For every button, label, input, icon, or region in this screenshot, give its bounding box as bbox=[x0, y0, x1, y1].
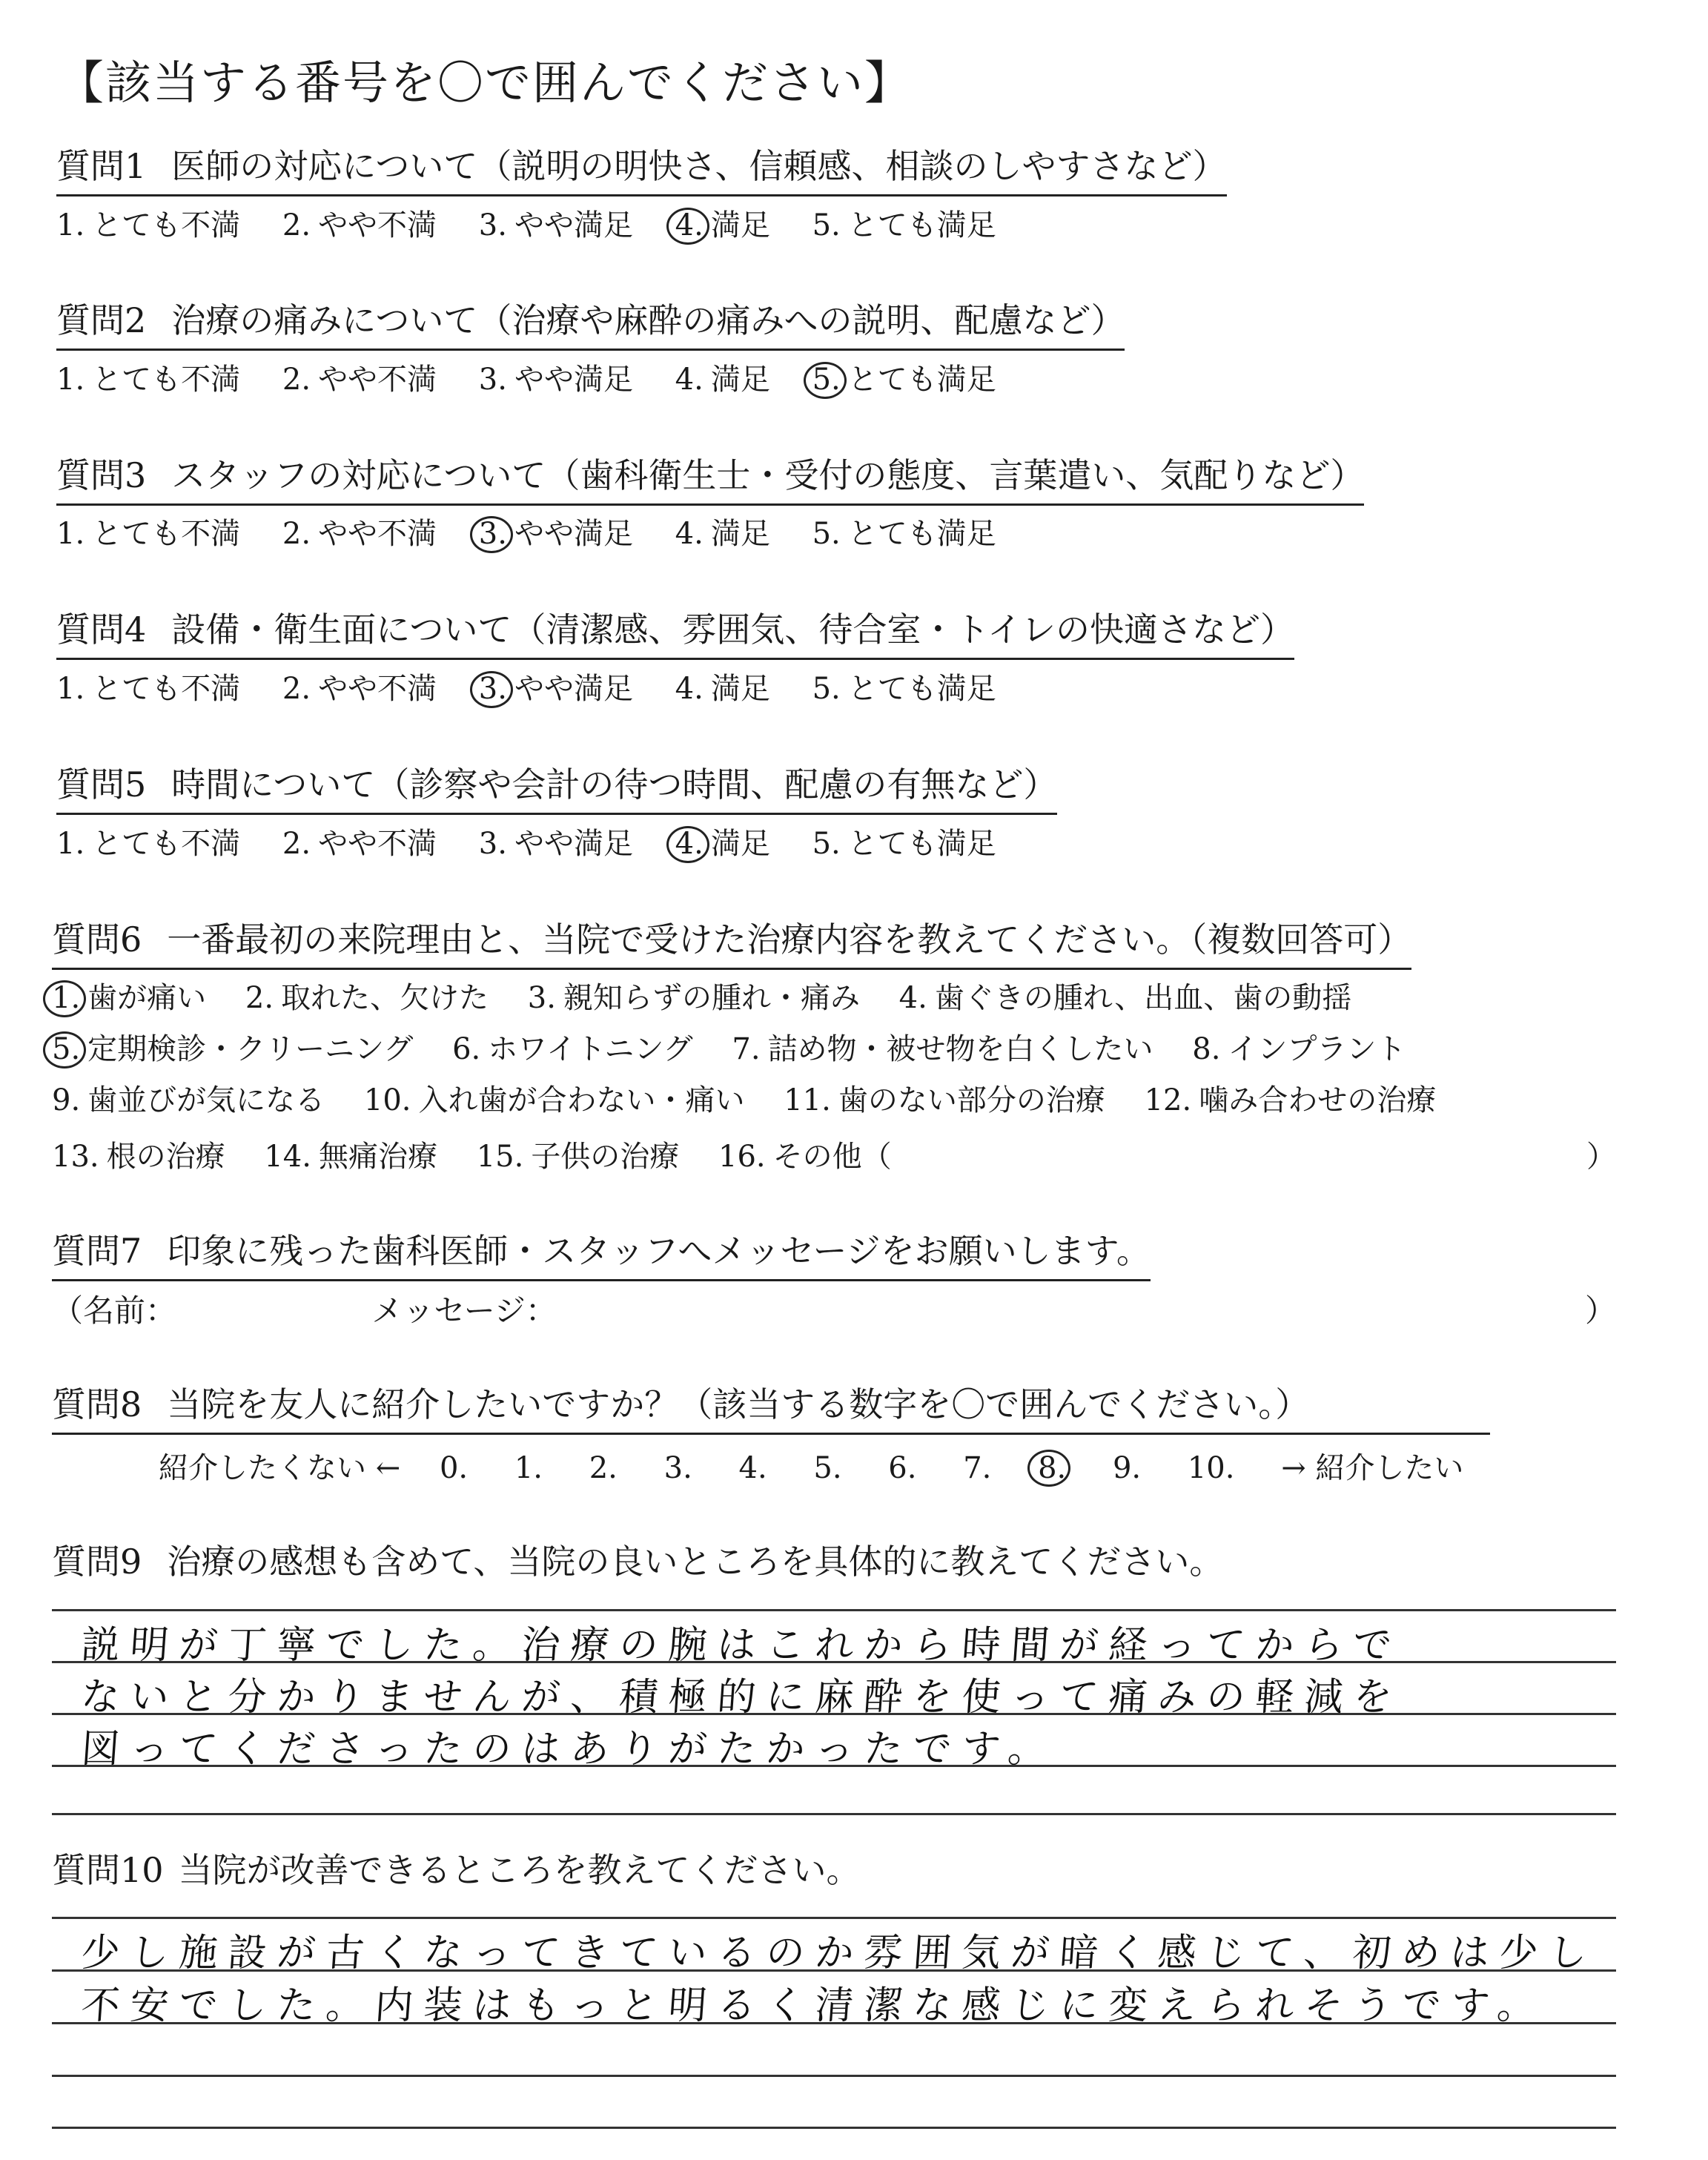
answer-line bbox=[52, 1765, 1616, 1767]
question-8-title bbox=[52, 1384, 1490, 1435]
question-3-title bbox=[56, 455, 1364, 506]
scale-point-9[interactable]: 9. bbox=[1112, 1451, 1142, 1485]
scale-point-6[interactable]: 6. bbox=[888, 1451, 917, 1485]
option-1[interactable]: 1. とても不満 bbox=[56, 827, 241, 861]
option-4[interactable]: 4. 満足 bbox=[675, 363, 770, 397]
scale-point-3[interactable]: 3. bbox=[663, 1451, 692, 1485]
question-text: 治療の痛みについて（治療や麻酔の痛みへの説明、配慮など） bbox=[171, 300, 1125, 340]
scale-point-1[interactable]: 1. bbox=[514, 1451, 543, 1485]
option-5-selected[interactable]: 5. とても満足 bbox=[812, 360, 996, 399]
option-10[interactable]: 10. 入れ歯が合わない・痛い bbox=[363, 1083, 745, 1117]
question-number: 質問5 bbox=[56, 764, 147, 805]
question-10-title bbox=[52, 1849, 861, 1898]
option-13[interactable]: 13. 根の治療 bbox=[52, 1140, 225, 1174]
option-3[interactable]: 3. やや満足 bbox=[478, 827, 633, 861]
question-number: 質問9 bbox=[52, 1542, 142, 1582]
option-15[interactable]: 15. 子供の治療 bbox=[476, 1140, 680, 1174]
option-3[interactable]: 3. やや満足 bbox=[478, 208, 633, 242]
scale-point-5[interactable]: 5. bbox=[813, 1451, 842, 1485]
question-7-title bbox=[52, 1230, 1151, 1281]
question-1-options bbox=[56, 206, 1029, 245]
handwritten-answer-line-2: 不安でした。内装はもっと明るく清潔な感じに変えられそうです。 bbox=[79, 1984, 1548, 2028]
answer-line bbox=[52, 1969, 1616, 1972]
option-1[interactable]: 1. とても不満 bbox=[56, 672, 241, 706]
handwritten-answer-line-3: 図ってくださったのはありがたかったです。 bbox=[79, 1727, 1059, 1771]
option-4-selected[interactable]: 4. 満足 bbox=[675, 206, 770, 245]
question-4-options bbox=[56, 670, 1029, 708]
option-5[interactable]: 5. とても満足 bbox=[812, 827, 996, 861]
scale-point-10[interactable]: 10. bbox=[1187, 1451, 1235, 1485]
option-5-selected[interactable]: 5. 定期検診・クリーニング bbox=[52, 1030, 413, 1069]
answer-line bbox=[52, 1713, 1616, 1715]
option-5[interactable]: 5. とても満足 bbox=[812, 517, 996, 551]
answer-line bbox=[52, 1917, 1616, 1919]
answer-line bbox=[52, 1609, 1616, 1611]
selection-circle bbox=[470, 516, 513, 553]
option-2[interactable]: 2. やや不満 bbox=[282, 208, 437, 242]
question-3-options bbox=[56, 515, 1029, 553]
scale-low-label: 紹介したくない ← bbox=[159, 1451, 401, 1485]
question-number: 質問1 bbox=[56, 146, 147, 186]
page-heading: 【該当する番号を〇で囲んでください】 bbox=[58, 56, 913, 110]
scale-high-label: → 紹介したい bbox=[1281, 1451, 1464, 1485]
option-2[interactable]: 2. 取れた、欠けた bbox=[245, 981, 489, 1015]
option-2[interactable]: 2. やや不満 bbox=[282, 363, 437, 397]
question-2-title bbox=[56, 300, 1125, 351]
option-14[interactable]: 14. 無痛治療 bbox=[264, 1140, 437, 1174]
selection-circle bbox=[666, 826, 709, 863]
question-number: 質問6 bbox=[52, 919, 142, 960]
option-6[interactable]: 6. ホワイトニング bbox=[452, 1032, 693, 1066]
question-4-title bbox=[56, 609, 1294, 660]
question-5-options bbox=[56, 825, 1029, 863]
option-1[interactable]: 1. とても不満 bbox=[56, 517, 241, 551]
answer-line bbox=[52, 2075, 1616, 2077]
selection-circle bbox=[43, 980, 86, 1017]
option-4[interactable]: 4. 満足 bbox=[675, 517, 770, 551]
scale-point-8-selected[interactable]: 8. bbox=[1038, 1451, 1066, 1485]
answer-line bbox=[52, 1813, 1616, 1815]
question-text: 当院を友人に紹介したいですか？（該当する数字を〇で囲んでください。） bbox=[167, 1384, 1310, 1424]
question-text: 設備・衛生面について（清潔感、雰囲気、待合室・トイレの快適さなど） bbox=[171, 610, 1295, 650]
option-3-selected[interactable]: 3. やや満足 bbox=[479, 670, 633, 708]
question-number: 質問10 bbox=[52, 1850, 164, 1890]
option-3-selected[interactable]: 3. やや満足 bbox=[479, 515, 633, 553]
answer-line bbox=[52, 1661, 1616, 1663]
handwritten-answer-line-1: 少し施設が古くなってきているのか雰囲気が暗く感じて、初めは少し bbox=[79, 1931, 1599, 1975]
scale-point-7[interactable]: 7. bbox=[963, 1451, 992, 1485]
option-4[interactable]: 4. 満足 bbox=[675, 672, 770, 706]
handwritten-answer-line-2: ないと分かりませんが、積極的に麻酔を使って痛みの軽減を bbox=[79, 1675, 1404, 1720]
question-6-options-row-2 bbox=[52, 1030, 1435, 1069]
question-text: 治療の感想も含めて、当院の良いところを具体的に教えてください。 bbox=[167, 1542, 1224, 1582]
option-9[interactable]: 9. 歯並びが気になる bbox=[52, 1083, 325, 1117]
question-6-options-row-3 bbox=[52, 1081, 1466, 1120]
option-16-other[interactable]: 16. その他（ bbox=[718, 1140, 892, 1174]
question-2-options bbox=[56, 360, 1029, 399]
question-text: 医師の対応について（説明の明快さ、信頼感、相談のしやすさなど） bbox=[171, 146, 1227, 186]
handwritten-answer-line-1: 説明が丁寧でした。治療の腕はこれから時間が経ってからで bbox=[79, 1623, 1404, 1668]
question-text: 一番最初の来院理由と、当院で受けた治療内容を教えてください。（複数回答可） bbox=[167, 919, 1412, 960]
option-1[interactable]: 1. とても不満 bbox=[56, 363, 241, 397]
question-number: 質問7 bbox=[52, 1231, 142, 1271]
message-field-label[interactable]: メッセージ： bbox=[371, 1292, 557, 1329]
answer-line bbox=[52, 2127, 1616, 2129]
question-number: 質問2 bbox=[56, 300, 147, 340]
question-9-title bbox=[52, 1541, 1223, 1590]
name-field-label[interactable]: （名前： bbox=[52, 1292, 177, 1329]
option-5[interactable]: 5. とても満足 bbox=[812, 208, 996, 242]
recommend-scale bbox=[159, 1444, 1463, 1487]
scale-point-0[interactable]: 0. bbox=[439, 1451, 469, 1485]
option-12[interactable]: 12. 噛み合わせの治療 bbox=[1144, 1083, 1437, 1117]
selection-circle bbox=[804, 362, 847, 399]
option-2[interactable]: 2. やや不満 bbox=[282, 672, 437, 706]
message-close-paren: ） bbox=[1584, 1292, 1616, 1329]
option-8[interactable]: 8. インプラント bbox=[1192, 1032, 1406, 1066]
selection-circle bbox=[1027, 1450, 1070, 1487]
question-6-title bbox=[52, 919, 1411, 970]
question-5-title bbox=[56, 764, 1057, 815]
question-text: 時間について（診察や会計の待つ時間、配慮の有無など） bbox=[171, 764, 1058, 805]
question-text: スタッフの対応について（歯科衛生士・受付の態度、言葉遣い、気配りなど） bbox=[171, 455, 1365, 495]
selection-circle bbox=[43, 1031, 86, 1069]
question-1-title bbox=[56, 145, 1227, 196]
question-text: 当院が改善できるところを教えてください。 bbox=[178, 1850, 861, 1890]
option-1-selected[interactable]: 1. 歯が痛い bbox=[52, 979, 206, 1017]
scale-point-2[interactable]: 2. bbox=[589, 1451, 618, 1485]
selection-circle bbox=[470, 671, 513, 708]
option-2[interactable]: 2. やや不満 bbox=[282, 517, 437, 551]
option-3[interactable]: 3. 親知らずの腫れ・痛み bbox=[527, 981, 860, 1015]
option-3[interactable]: 3. やや満足 bbox=[478, 363, 633, 397]
question-text: 印象に残った歯科医師・スタッフへメッセージをお願いします。 bbox=[167, 1231, 1151, 1271]
option-1[interactable]: 1. とても不満 bbox=[56, 208, 241, 242]
other-close-paren: ） bbox=[1586, 1140, 1616, 1174]
question-7-fields bbox=[52, 1287, 1616, 1331]
question-6-options-row-4 bbox=[52, 1133, 1616, 1175]
question-number: 質問8 bbox=[52, 1384, 142, 1424]
option-2[interactable]: 2. やや不満 bbox=[282, 827, 437, 861]
option-7[interactable]: 7. 詰め物・被せ物を白くしたい bbox=[732, 1032, 1153, 1066]
question-number: 質問4 bbox=[56, 610, 147, 650]
question-6-options-row-1 bbox=[52, 979, 1381, 1017]
option-5[interactable]: 5. とても満足 bbox=[812, 672, 996, 706]
question-number: 質問3 bbox=[56, 455, 147, 495]
scale-point-4[interactable]: 4. bbox=[738, 1451, 767, 1485]
option-11[interactable]: 11. 歯のない部分の治療 bbox=[784, 1083, 1105, 1117]
answer-line bbox=[52, 2022, 1616, 2024]
selection-circle bbox=[666, 208, 709, 245]
option-4-selected[interactable]: 4. 満足 bbox=[675, 825, 770, 863]
option-4[interactable]: 4. 歯ぐきの腫れ、出血、歯の動揺 bbox=[898, 981, 1352, 1015]
